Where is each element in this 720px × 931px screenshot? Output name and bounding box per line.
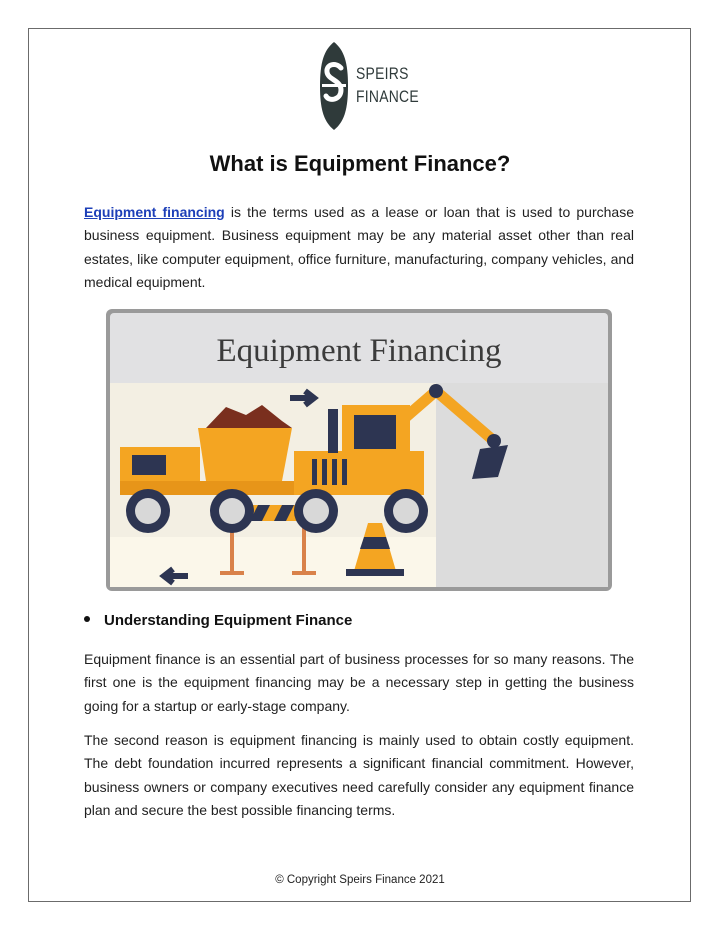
bullet-icon (84, 616, 90, 622)
equipment-financing-illustration (106, 309, 612, 591)
intro-text: is the terms used as a lease or loan that is used to purchase business equipment. Business equipment may be any material asset other than real estates, like computer equipment, office furniture, manufacturing, company vehicles, and medical equipment. (84, 204, 634, 290)
section-paragraph-1: Equipment finance is an essential part of business processes for so many reasons. The first one is the equipment financing may be a necessary step in getting the business going for a startup or early-stage company. (84, 651, 634, 714)
copyright-footer: © Copyright Speirs Finance 2021 (275, 874, 445, 886)
logo-emblem-icon (314, 40, 354, 132)
section-paragraph-2: The second reason is equipment financing is mainly used to obtain costly equipment. The debt foundation incurred represents a significant financial commitment. However, business owners or company executives need carefully consider any equipment finance plan and secure the best possible financing terms. (84, 732, 634, 818)
logo-text-finance: FINANCE (356, 87, 419, 106)
section-heading-text: Understanding Equipment Finance (104, 612, 353, 629)
hero-caption: Equipment Financing (216, 333, 502, 369)
section-heading (84, 612, 352, 629)
logo-text-speirs: SPEIRS (356, 64, 409, 83)
page-title: What is Equipment Finance? (209, 151, 511, 176)
intro-paragraph (84, 201, 634, 294)
speirs-finance-logo (314, 40, 419, 132)
equipment-financing-link[interactable]: Equipment financing (84, 204, 225, 220)
